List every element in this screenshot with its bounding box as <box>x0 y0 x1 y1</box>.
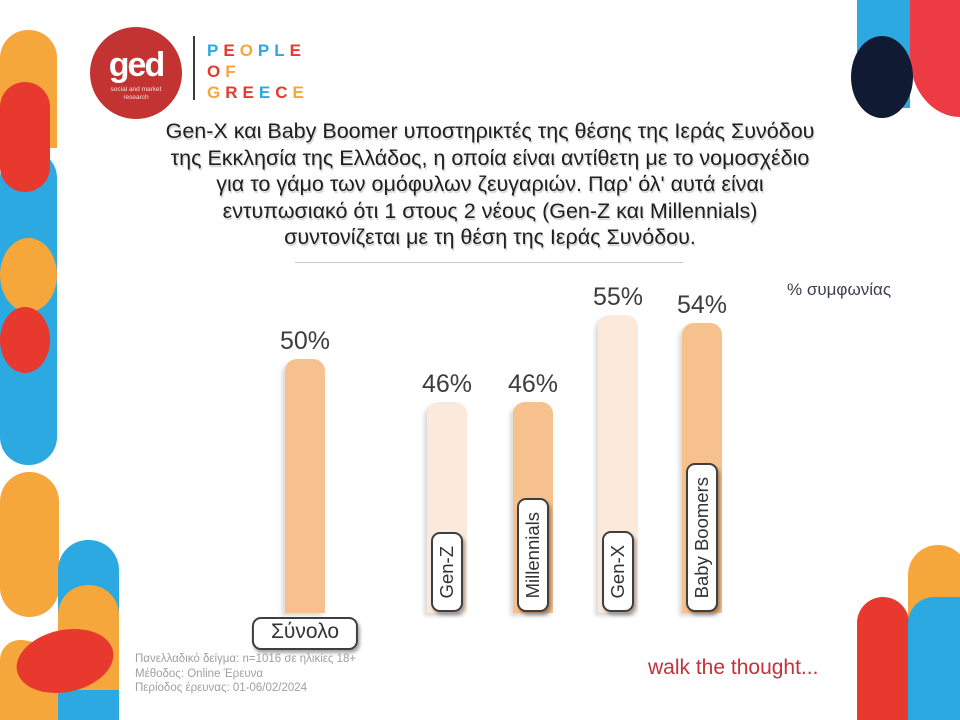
bar-category-label: Gen-Z <box>431 532 463 612</box>
bar-value-label: 50% <box>279 327 331 355</box>
title-line: για το γάμο των ομόφυλων ζευγαριών. Παρ' όλ' αυτά είναι <box>216 172 764 196</box>
methodology-line: Πανελλαδικό δείγμα: n=1016 σε ηλικίες 18+ <box>135 653 357 665</box>
title-line: Gen-X και Baby Boomer υποστηρικτές της θέσης της Ιεράς Συνόδου <box>165 119 815 143</box>
decor-right-red-bottom-pill <box>857 597 909 720</box>
wordmark-letter: O <box>239 41 258 60</box>
wordmark-letter: E <box>292 83 309 102</box>
wordmark-letter: E <box>223 41 240 60</box>
tagline: walk the thought... <box>648 656 819 679</box>
decor-left-red-blob <box>0 82 50 192</box>
wordmark-letter: L <box>274 41 290 60</box>
bar-value-label: 55% <box>592 283 644 311</box>
bar-group <box>421 370 473 613</box>
methodology-line: Μέθοδος: Online Έρευνα <box>135 667 264 680</box>
wordmark-letter: O <box>207 62 226 81</box>
bar-group <box>592 283 644 613</box>
bar-value-label: 46% <box>421 370 473 398</box>
title-line: της Εκκλησία της Ελλάδος, η οποία είναι αντίθετη με το νομοσχέδιο <box>170 145 810 170</box>
wordmark-letter: F <box>225 62 241 81</box>
bar-value-label: 46% <box>507 370 559 398</box>
decor-left-orange-mid-pill <box>0 472 59 617</box>
bar-value-label: 54% <box>676 291 728 319</box>
decor-right-navy-egg <box>851 36 913 118</box>
ged-logo-subtitle: social and market research <box>110 86 162 101</box>
ged-logo-text: ged <box>108 46 164 84</box>
bar-group <box>507 370 559 613</box>
wordmark-letter: E <box>289 41 306 60</box>
wordmark-letter: P <box>257 41 275 60</box>
decor-left-orange-circle <box>0 238 57 312</box>
bar-category-label: Gen-X <box>602 531 634 612</box>
wordmark-letter: C <box>275 83 293 102</box>
wordmark-letter: E <box>242 83 259 102</box>
methodology-notes <box>135 652 356 696</box>
bar-category-label: Σύνολο <box>252 617 358 650</box>
wordmark-letter: R <box>225 83 243 102</box>
title-line: εντυπωσιακό ότι 1 στους 2 νέους (Gen-Z και Millennials) <box>222 198 758 223</box>
wordmark-letter: E <box>258 83 276 102</box>
bar <box>285 359 325 613</box>
decor-right-blue-bottom-pill <box>908 597 960 720</box>
wordmark-letter: P <box>207 41 224 60</box>
bar-category-label: Baby Boomers <box>686 463 718 612</box>
bar-group <box>676 291 728 613</box>
y-axis-note: % συμφωνίας <box>787 280 892 299</box>
decor-left-red-circle <box>0 307 50 373</box>
bar-group <box>270 327 340 643</box>
title-line: συντονίζεται με τη θέση της Ιεράς Συνόδου. <box>284 225 696 249</box>
bar-category-label: Millennials <box>517 498 549 612</box>
wordmark-letter: G <box>207 83 226 102</box>
methodology-line: Περίοδος έρευνας: 01-06/02/2024 <box>135 682 308 694</box>
